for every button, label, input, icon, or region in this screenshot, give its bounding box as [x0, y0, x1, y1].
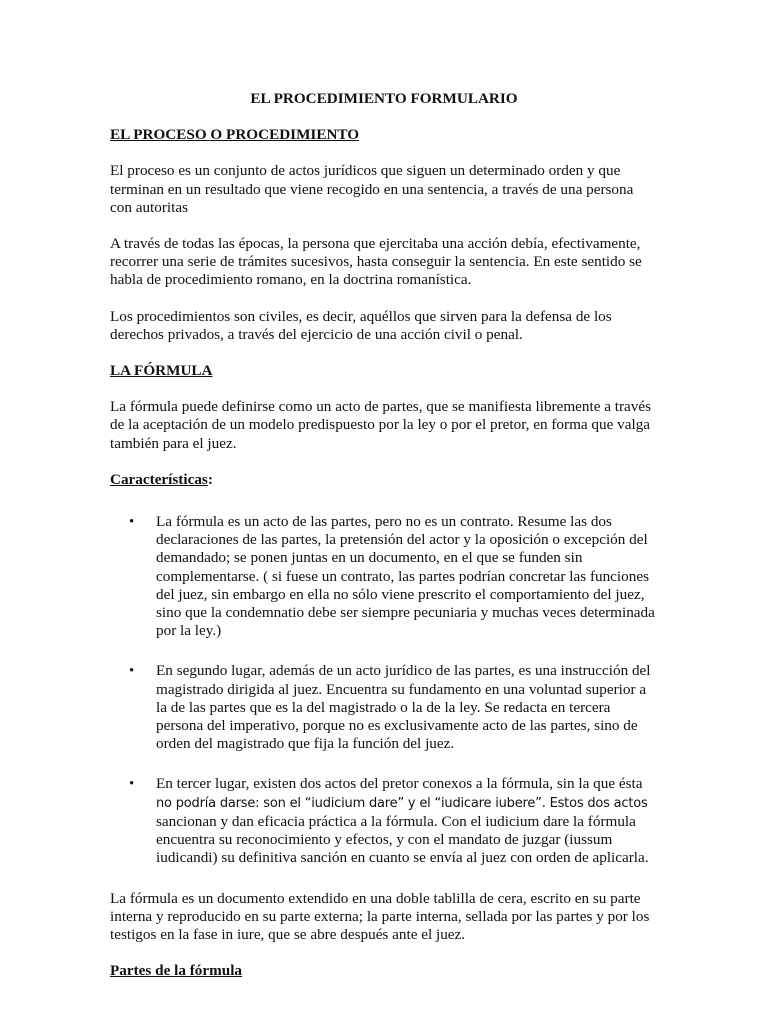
list-item-text: La fórmula es un acto de las partes, pero no es un contrato. Resume las dos declaraciones de las partes, la pretensión del actor y la oposición o excepción del demandado; se ponen juntas en un documento, en el que se funden sin complementarse. ( si fuese un contrato, las partes podrían concretar las funciones del juez, sin embargo en ella no sólo viene prescrito el comportamiento del juez, sino que la condemnatio debe ser siempre pecuniaria y muchas veces determinada por la ley.)	[156, 513, 655, 640]
document-title: EL PROCEDIMIENTO FORMULARIO	[250, 90, 518, 107]
list-item	[110, 775, 658, 867]
paragraph-documento-tablilla: La fórmula es un documento extendido en una doble tablilla de cera, escrito en su parte interna y reproducido en su parte externa; la parte interna, sellada por las partes y por los testigos en la fase in iure, que se abre después ante el juez.	[110, 889, 650, 943]
list-item-text: En segundo lugar, además de un acto jurídico de las partes, es una instrucción del magistrado dirigida al juez. Encuentra su fundamento en una voluntad superior a la de las partes que es la del magistrado o la de la ley. Se redacta en tercera persona del imperativo, porque no es exclusivamente acto de las partes, sino de orden del magistrado que fija la función del juez.	[156, 662, 651, 753]
bullet-icon: •	[129, 514, 135, 531]
paragraph-proceso-definicion: El proceso es un conjunto de actos jurídicos que siguen un determinado orden y que terminan en un resultado que viene recogido en una sentencia, a través de una persona con autoritas	[110, 162, 634, 216]
list-item	[110, 513, 658, 640]
bullet-icon: •	[129, 776, 135, 793]
document-body	[110, 90, 658, 998]
caracteristicas-heading	[110, 471, 658, 489]
list-item-text: En tercer lugar, existen dos actos del pretor conexos a la fórmula, sin la que ésta	[156, 775, 643, 793]
section-heading-proceso: EL PROCESO O PROCEDIMIENTO	[110, 126, 360, 144]
section-heading-partes: Partes de la fórmula	[110, 962, 243, 980]
list-item-text-sans: no podría darse: son el “iudicium dare” y el “iudicare iubere”. Estos dos actos	[156, 795, 648, 811]
paragraph-formula-definicion: La fórmula puede definirse como un acto de partes, que se manifiesta libremente a través de la aceptación de un modelo predispuesto por la ley o por el pretor, en forma que valga también para el juez.	[110, 398, 652, 452]
caracteristicas-label: Características	[110, 470, 208, 488]
section-heading-formula: LA FÓRMULA	[110, 362, 213, 380]
paragraph-epocas: A través de todas las épocas, la persona que ejercitaba una acción debía, efectivamente, recorrer una serie de trámites sucesivos, hasta conseguir la sentencia. En este sentido se habla de procedimiento romano, en la doctrina romanística.	[110, 235, 642, 289]
caracteristicas-colon: :	[207, 470, 213, 488]
caracteristicas-list	[110, 513, 658, 867]
paragraph-procedimientos-civiles: Los procedimientos son civiles, es decir, aquéllos que sirven para la defensa de los derechos privados, a través del ejercicio de una acción civil o penal.	[110, 307, 612, 343]
bullet-icon: •	[129, 663, 135, 680]
list-item	[110, 662, 658, 753]
list-item-text: sancionan y dan eficacia práctica a la fórmula. Con el iudicium dare la fórmula encuentra su reconocimiento y efectos, y con el mandato de juzgar (iussum iudicandi) su definitiva sanción en cuanto se envía al juez con orden de aplicarla.	[156, 812, 649, 867]
